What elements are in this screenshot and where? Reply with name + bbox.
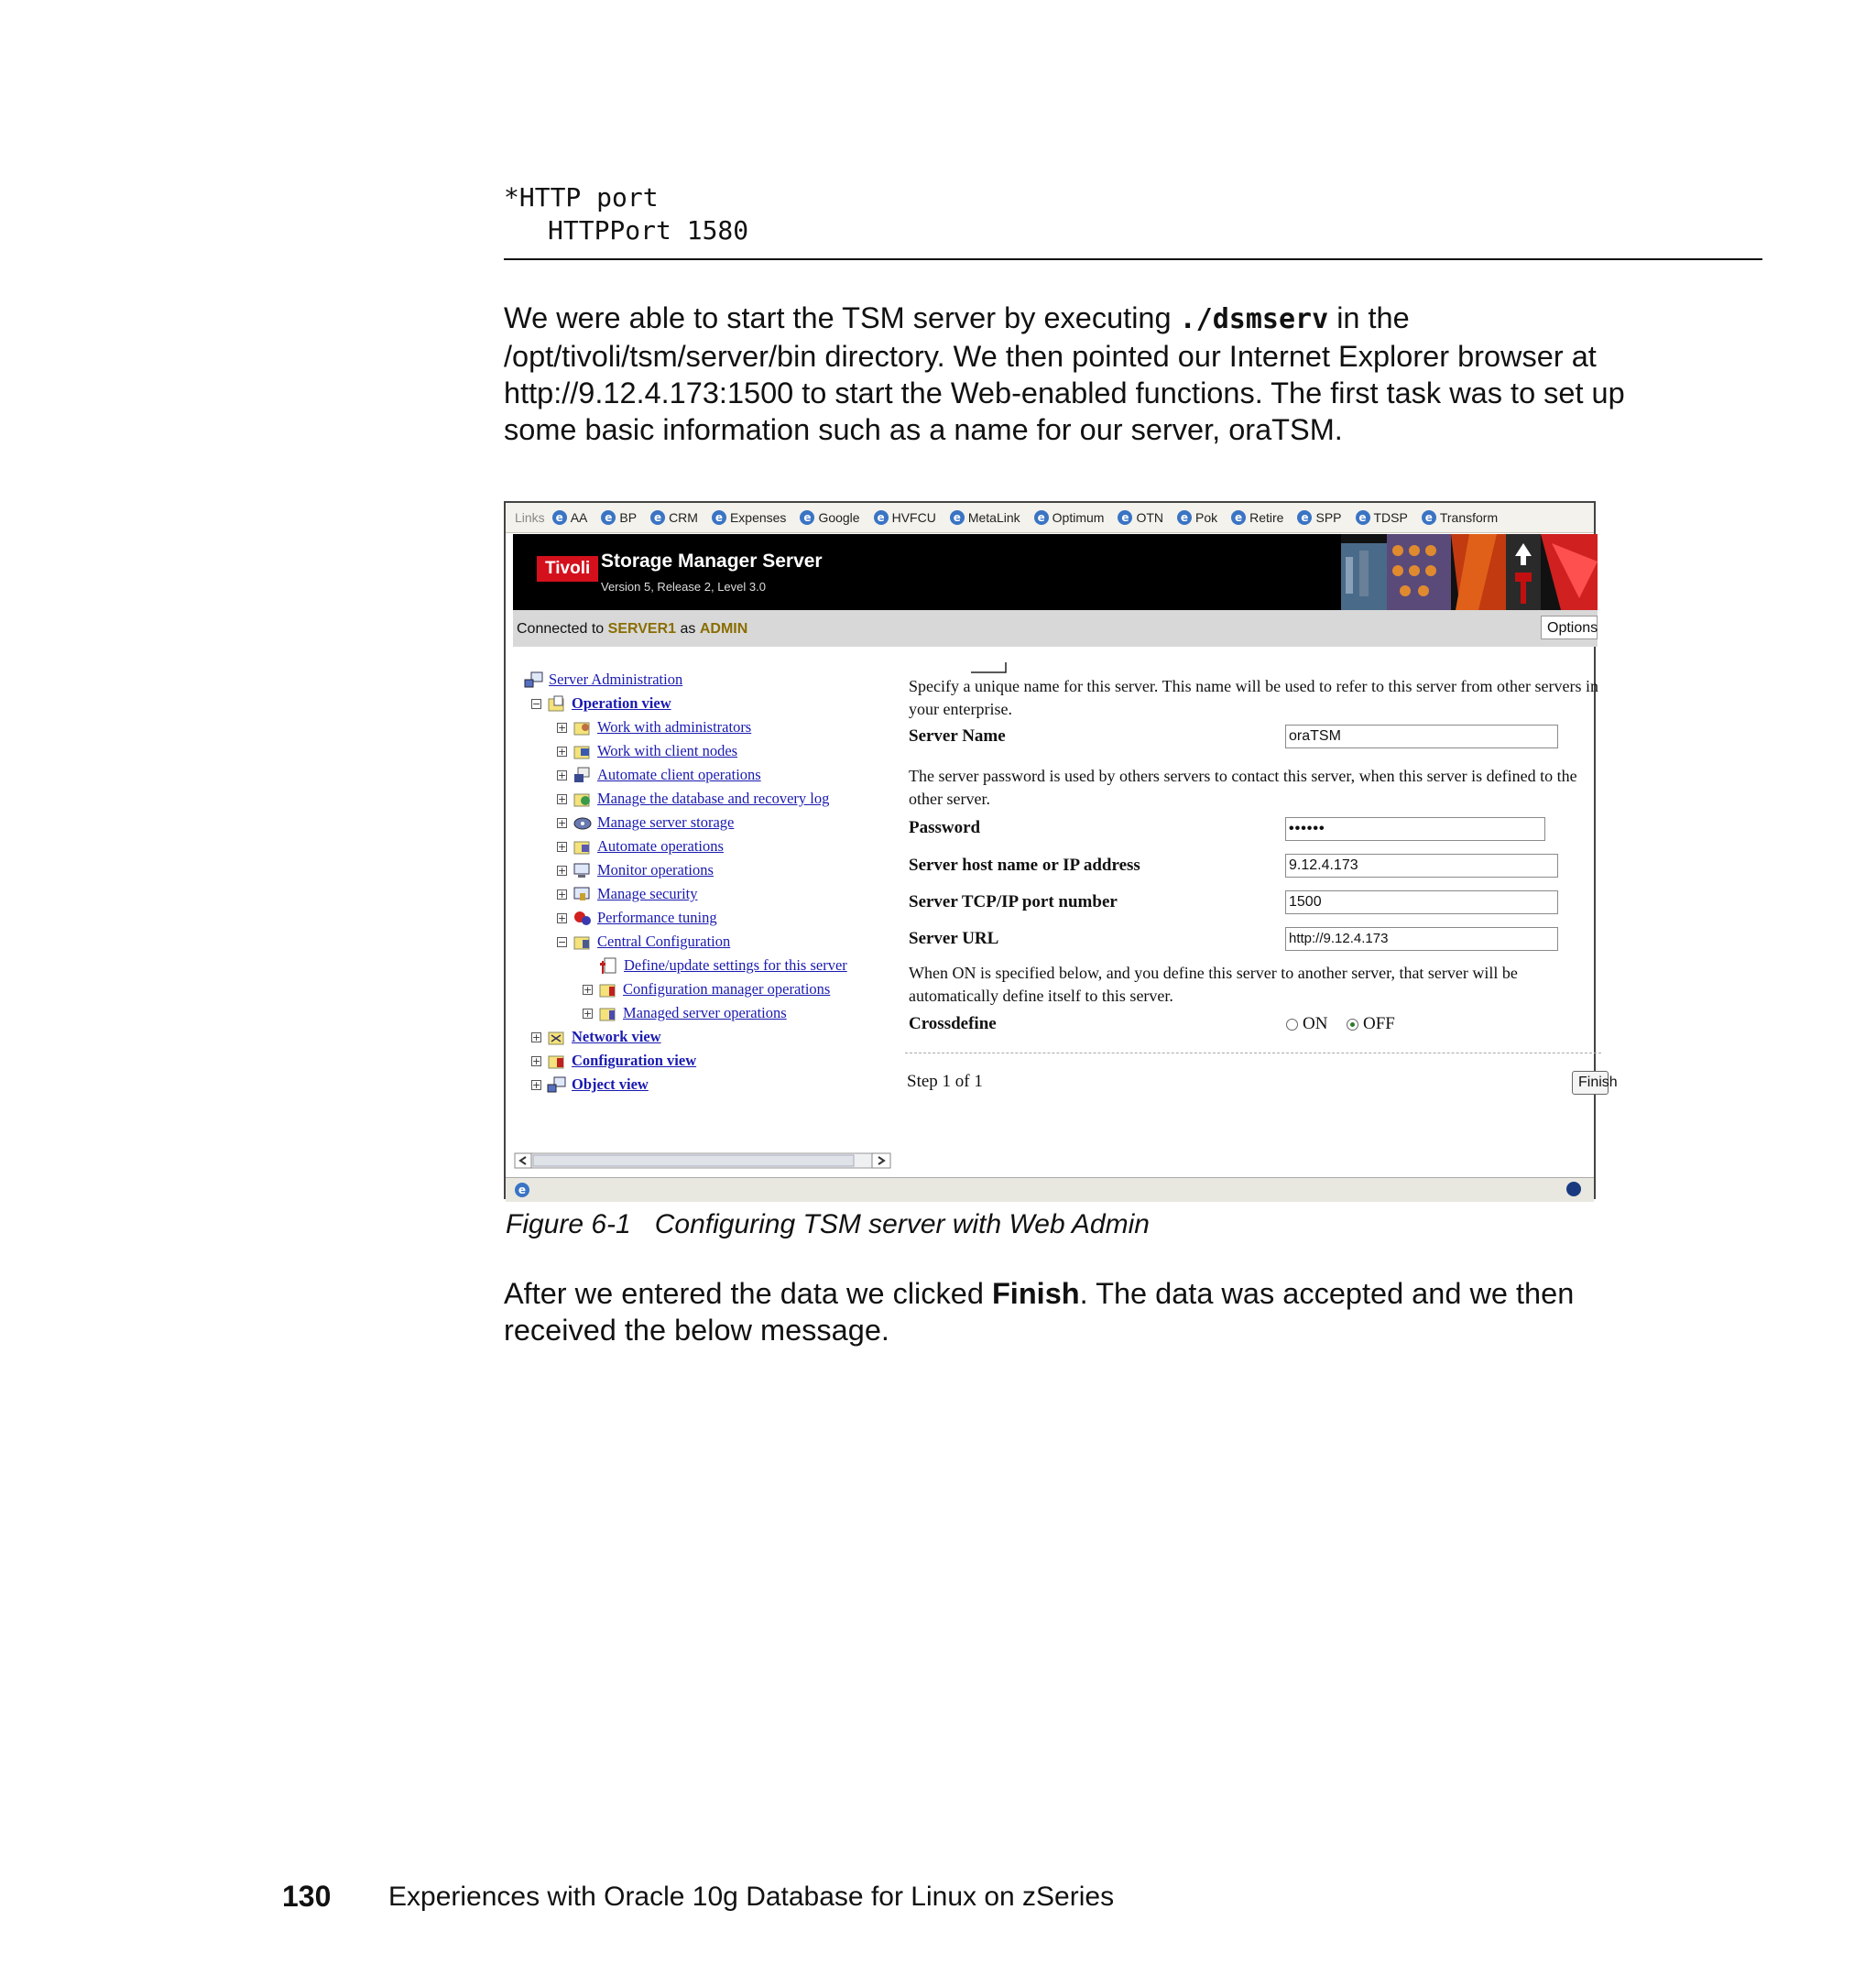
crossdefine-label: Crossdefine [909, 1014, 997, 1033]
automate-operations-icon [573, 838, 593, 855]
crossdefine-description-1: When ON is specified below, and you define this server to another server, that server will be [909, 964, 1518, 982]
link-google[interactable]: e Google [800, 510, 859, 525]
managed-server-icon [598, 1005, 618, 1021]
expand-icon[interactable]: + [558, 792, 567, 805]
figure-screenshot [504, 501, 1618, 1199]
ie-page-icon: e [1356, 510, 1370, 525]
link-aa[interactable]: e AA [552, 510, 588, 525]
password-description-2: other server. [909, 790, 990, 808]
collapse-icon[interactable]: − [558, 935, 567, 948]
ie-page-icon: e [874, 510, 889, 525]
page-number: 130 [282, 1880, 332, 1913]
connection-bar [513, 610, 1598, 647]
tree-item-define-update-settings[interactable]: Define/update settings for this server [599, 955, 847, 976]
url-label: Server URL [909, 929, 999, 948]
after-paragraph: After we entered the data we clicked Finish. The data was accepted and we then received the below message. [504, 1277, 1575, 1347]
configuration-view-icon [547, 1053, 567, 1069]
intro-paragraph: We were able to start the TSM server by executing ./dsmserv in the /opt/tivoli/tsm/server/bin directory. We then pointed our Internet Explorer browser at http://9.12.4.173:1500 to start the Web-enabled functions. The first task was to set up some basic information such as a name for our server, oraTSM. [504, 301, 1625, 446]
expand-icon[interactable]: + [532, 1031, 541, 1043]
server-name-input[interactable]: oraTSM [1285, 725, 1558, 748]
database-icon [573, 791, 593, 807]
link-retire[interactable]: e Retire [1231, 510, 1283, 525]
network-view-icon [547, 1029, 567, 1045]
expand-icon[interactable]: + [558, 769, 567, 781]
links-label: Links [515, 510, 545, 525]
ie-page-icon: e [1422, 510, 1436, 525]
link-metalink[interactable]: e MetaLink [950, 510, 1020, 525]
links-toolbar [506, 503, 1594, 533]
settings-document-icon [599, 957, 619, 974]
tree-item-configuration-manager-operations[interactable]: + Configuration manager operations [584, 980, 831, 998]
expand-icon[interactable]: + [584, 983, 593, 996]
tree-item-manage-security[interactable]: + Manage security [558, 885, 698, 902]
tree-item-network-view[interactable]: + Network view [532, 1028, 661, 1045]
crossdefine-description-2: automatically define itself to this server. [909, 987, 1173, 1005]
radio-on-icon [1347, 1019, 1358, 1031]
expand-icon[interactable]: + [558, 864, 567, 877]
link-hvfcu[interactable]: e HVFCU [874, 510, 936, 525]
tree-item-manage-database[interactable]: + Manage the database and recovery log [558, 790, 830, 807]
banner-artwork-icon [1341, 534, 1598, 610]
password-label: Password [909, 818, 981, 837]
config-manager-icon [598, 981, 618, 998]
code-line-1: *HTTP port [504, 182, 659, 213]
link-bp[interactable]: e BP [601, 510, 637, 525]
ie-page-icon: e [601, 510, 616, 525]
step-indicator: Step 1 of 1 [907, 1072, 983, 1091]
horizontal-scrollbar[interactable] [515, 1151, 890, 1170]
link-tdsp[interactable]: e TDSP [1356, 510, 1408, 525]
link-expenses[interactable]: e Expenses [712, 510, 786, 525]
performance-icon [573, 910, 593, 926]
password-input[interactable]: •••••• [1285, 817, 1545, 841]
link-pok[interactable]: e Pok [1177, 510, 1217, 525]
expand-icon[interactable]: + [558, 911, 567, 924]
code-block-rule [504, 258, 1762, 260]
server-name-label: Server Name [909, 726, 1006, 746]
host-input[interactable]: 9.12.4.173 [1285, 854, 1558, 878]
tivoli-logo: Tivoli [537, 556, 598, 582]
storage-icon [573, 814, 593, 831]
tree-item-object-view[interactable]: + Object view [532, 1075, 649, 1093]
object-view-icon [547, 1076, 567, 1093]
client-nodes-icon [573, 743, 593, 759]
crossdefine-off-radio[interactable]: OFF [1347, 1014, 1395, 1034]
expand-icon[interactable]: + [558, 888, 567, 900]
internet-zone-icon [1566, 1182, 1581, 1196]
tree-item-manage-server-storage[interactable]: + Manage server storage [558, 813, 735, 831]
connection-status: Connected to SERVER1 as ADMIN [517, 621, 748, 637]
browser-status-bar [506, 1177, 1594, 1202]
folder-open-icon [547, 695, 567, 712]
expand-icon[interactable]: + [532, 1054, 541, 1067]
ie-page-icon: e [1118, 510, 1132, 525]
administrators-folder-icon [573, 719, 593, 736]
form-separator [905, 1053, 1601, 1054]
ie-page-icon: e [650, 510, 665, 525]
running-footer-title: Experiences with Oracle 10g Database for Linux on zSeries [388, 1882, 1115, 1912]
options-button[interactable]: Options [1541, 616, 1598, 639]
central-config-icon [573, 933, 593, 950]
password-description-1: The server password is used by others servers to contact this server, when this server is defined to the [909, 767, 1577, 785]
tree-item-server-administration[interactable]: Server Administration [524, 670, 682, 690]
link-crm[interactable]: e CRM [650, 510, 698, 525]
command-dsmserv: ./dsmserv [1179, 303, 1329, 335]
security-icon [573, 886, 593, 902]
tree-item-performance-tuning[interactable]: + Performance tuning [558, 909, 717, 926]
product-banner [513, 534, 1598, 610]
tree-item-automate-client-operations[interactable]: + Automate client operations [558, 766, 761, 783]
expand-icon[interactable]: + [532, 1078, 541, 1091]
crossdefine-on-radio[interactable]: ON [1286, 1014, 1327, 1034]
server-name-description-2: your enterprise. [909, 700, 1012, 718]
finish-button[interactable]: Finish [1572, 1071, 1609, 1095]
tree-item-work-with-administrators[interactable]: + Work with administrators [558, 718, 752, 736]
link-transform[interactable]: e Transform [1422, 510, 1498, 525]
port-input[interactable]: 1500 [1285, 890, 1558, 914]
link-spp[interactable]: e SPP [1297, 510, 1341, 525]
ie-page-icon: e [552, 510, 567, 525]
server-name-description-1: Specify a unique name for this server. This name will be used to refer to this server from other servers in [909, 677, 1598, 695]
link-optimum[interactable]: e Optimum [1034, 510, 1105, 525]
tree-item-operation-view[interactable]: − Operation view [532, 694, 671, 712]
ie-page-icon: e [1231, 510, 1246, 525]
collapse-icon[interactable]: − [532, 697, 541, 710]
tree-item-work-with-client-nodes[interactable]: + Work with client nodes [558, 742, 738, 759]
expand-icon[interactable]: + [558, 816, 567, 829]
expand-icon[interactable]: + [558, 840, 567, 853]
product-name: Storage Manager Server [601, 551, 823, 572]
ie-page-icon: e [1034, 510, 1049, 525]
tree-item-monitor-operations[interactable]: + Monitor operations [558, 861, 714, 878]
ie-page-icon: e [1297, 510, 1312, 525]
monitor-icon [573, 862, 593, 878]
figure-caption: Figure 6-1 Configuring TSM server with Web Admin [506, 1209, 1150, 1239]
bracket-icon [969, 660, 1009, 675]
finish-emphasis: Finish [991, 1277, 1080, 1310]
radio-off-icon [1286, 1019, 1298, 1031]
tree-item-central-configuration[interactable]: − Central Configuration [558, 933, 731, 950]
ie-page-icon: e [1177, 510, 1192, 525]
tree-item-configuration-view[interactable]: + Configuration view [532, 1052, 697, 1069]
tree-item-automate-operations[interactable]: + Automate operations [558, 837, 724, 855]
host-label: Server host name or IP address [909, 856, 1140, 875]
ie-page-icon: e [515, 1183, 529, 1197]
ie-page-icon: e [950, 510, 965, 525]
url-input[interactable]: http://9.12.4.173 [1285, 927, 1558, 951]
expand-icon[interactable]: + [558, 745, 567, 758]
expand-icon[interactable]: + [584, 1007, 593, 1020]
expand-icon[interactable]: + [558, 721, 567, 734]
link-otn[interactable]: e OTN [1118, 510, 1163, 525]
ie-page-icon: e [800, 510, 814, 525]
tree-item-managed-server-operations[interactable]: + Managed server operations [584, 1004, 787, 1021]
product-version: Version 5, Release 2, Level 3.0 [601, 580, 766, 594]
port-label: Server TCP/IP port number [909, 892, 1118, 911]
automate-client-icon [573, 767, 593, 783]
server-admin-icon [524, 671, 544, 688]
code-line-2: HTTPPort 1580 [548, 215, 749, 246]
ie-page-icon: e [712, 510, 726, 525]
